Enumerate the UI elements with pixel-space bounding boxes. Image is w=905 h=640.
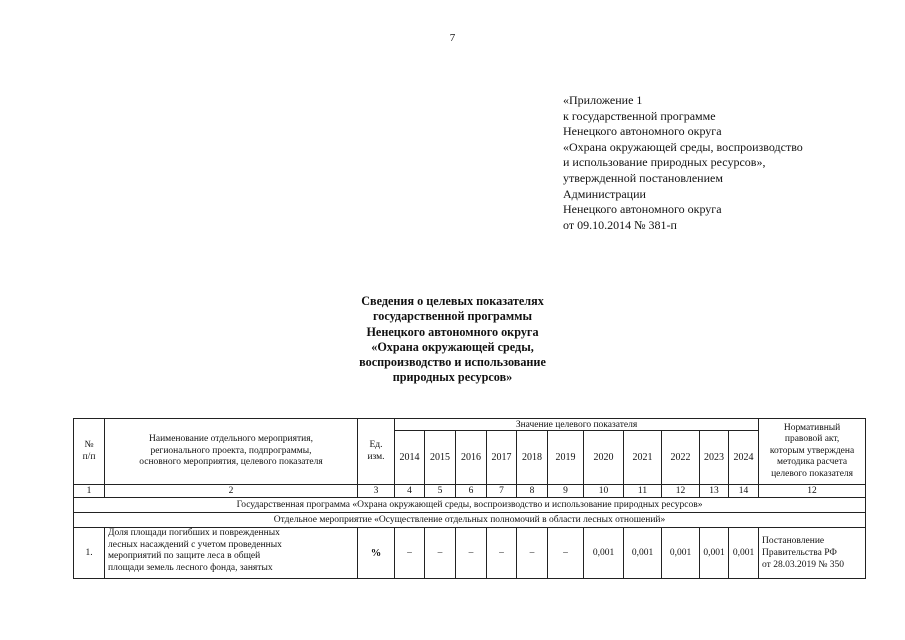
header-name-line: основного мероприятия, целевого показателя <box>139 457 323 468</box>
appendix-block <box>563 93 803 233</box>
header-unit <box>358 419 395 485</box>
header-year: 2023 <box>700 431 729 485</box>
row-value: – <box>487 528 517 579</box>
row-unit: % <box>358 528 395 579</box>
appendix-line: к государственной программе <box>563 108 716 123</box>
header-year: 2017 <box>487 431 517 485</box>
header-year: 2024 <box>729 431 759 485</box>
column-number: 1 <box>74 485 105 498</box>
row-value: 0,001 <box>662 528 700 579</box>
column-number: 13 <box>700 485 729 498</box>
header-act-line: целевого показателя <box>771 468 854 479</box>
header-act-line: методика расчета <box>776 457 848 468</box>
title-line: «Охрана окружающей среды, <box>371 339 534 354</box>
row-name-line: Доля площади погибших и поврежденных <box>108 528 280 538</box>
column-number: 10 <box>584 485 624 498</box>
document-title <box>0 294 905 386</box>
row-act-line: Правительства РФ <box>762 548 837 558</box>
header-year: 2020 <box>584 431 624 485</box>
column-number: 3 <box>358 485 395 498</box>
appendix-line: и использование природных ресурсов», <box>563 155 766 170</box>
row-value: – <box>517 528 548 579</box>
header-year: 2022 <box>662 431 700 485</box>
row-name-line: площади земель лесного фонда, занятых <box>108 562 273 573</box>
column-number: 8 <box>517 485 548 498</box>
appendix-line: утвержденной постановлением <box>563 170 723 185</box>
column-number: 2 <box>105 485 358 498</box>
appendix-line: Ненецкого автономного округа <box>563 202 722 217</box>
column-number: 6 <box>456 485 487 498</box>
column-number: 11 <box>624 485 662 498</box>
table-row <box>74 528 866 579</box>
header-year: 2014 <box>395 431 425 485</box>
row-number: 1. <box>74 528 105 579</box>
appendix-line: «Приложение 1 <box>563 93 643 107</box>
row-normative-act <box>759 528 866 579</box>
header-num-line: п/п <box>82 451 96 462</box>
row-value: 0,001 <box>584 528 624 579</box>
program-row: Государственная программа «Охрана окружающей среды, воспроизводство и использование природных ресурсов» <box>74 498 866 513</box>
column-number: 12 <box>662 485 700 498</box>
appendix-line: Ненецкого автономного округа <box>563 124 722 139</box>
header-year: 2015 <box>425 431 456 485</box>
activity-row: Отдельное мероприятие «Осуществление отдельных полномочий в области лесных отношений» <box>74 513 866 528</box>
row-name-line: лесных насаждений с учетом проведенных <box>108 539 282 550</box>
column-number: 5 <box>425 485 456 498</box>
column-number: 4 <box>395 485 425 498</box>
column-number: 14 <box>729 485 759 498</box>
column-number-row <box>74 485 866 498</box>
appendix-line: Администрации <box>563 186 646 201</box>
header-year: 2016 <box>456 431 487 485</box>
header-name-line: Наименование отдельного мероприятия, <box>149 434 313 445</box>
column-number: 9 <box>548 485 584 498</box>
title-line: Ненецкого автономного округа <box>366 324 539 339</box>
row-name-line: мероприятий по защите леса в общей <box>108 551 261 561</box>
row-indicator-name <box>105 528 358 579</box>
header-act-line: Нормативный <box>783 422 841 433</box>
header-num-line: № <box>84 440 94 450</box>
row-value: 0,001 <box>729 528 759 579</box>
header-act <box>759 419 866 485</box>
appendix-line: от 09.10.2014 № 381-п <box>563 217 677 232</box>
title-line: воспроизводство и использование <box>359 355 546 370</box>
indicators-table <box>73 418 866 579</box>
header-value-group: Значение целевого показателя <box>395 419 759 431</box>
page-number: 7 <box>449 32 456 44</box>
header-num <box>74 419 105 485</box>
header-year: 2021 <box>624 431 662 485</box>
header-act-line: которым утверждена <box>769 445 855 456</box>
header-unit-line: изм. <box>367 451 385 462</box>
header-name <box>105 419 358 485</box>
appendix-line: «Охрана окружающей среды, воспроизводство <box>563 139 803 154</box>
row-value: – <box>425 528 456 579</box>
title-line: Сведения о целевых показателях <box>361 294 544 308</box>
row-value: 0,001 <box>624 528 662 579</box>
row-value: – <box>456 528 487 579</box>
row-value: – <box>395 528 425 579</box>
row-value: 0,001 <box>700 528 729 579</box>
header-act-line: правовой акт, <box>784 434 840 445</box>
row-act-line: Постановление <box>762 536 825 546</box>
header-unit-line: Ед. <box>369 440 383 450</box>
header-name-line: регионального проекта, подпрограммы, <box>150 445 312 456</box>
title-line: государственной программы <box>373 309 532 324</box>
title-line: природных ресурсов» <box>392 370 513 385</box>
header-year: 2019 <box>548 431 584 485</box>
row-act-line: от 28.03.2019 № 350 <box>762 560 845 570</box>
header-year: 2018 <box>517 431 548 485</box>
column-number: 7 <box>487 485 517 498</box>
column-number: 12 <box>759 485 866 498</box>
row-value: – <box>548 528 584 579</box>
